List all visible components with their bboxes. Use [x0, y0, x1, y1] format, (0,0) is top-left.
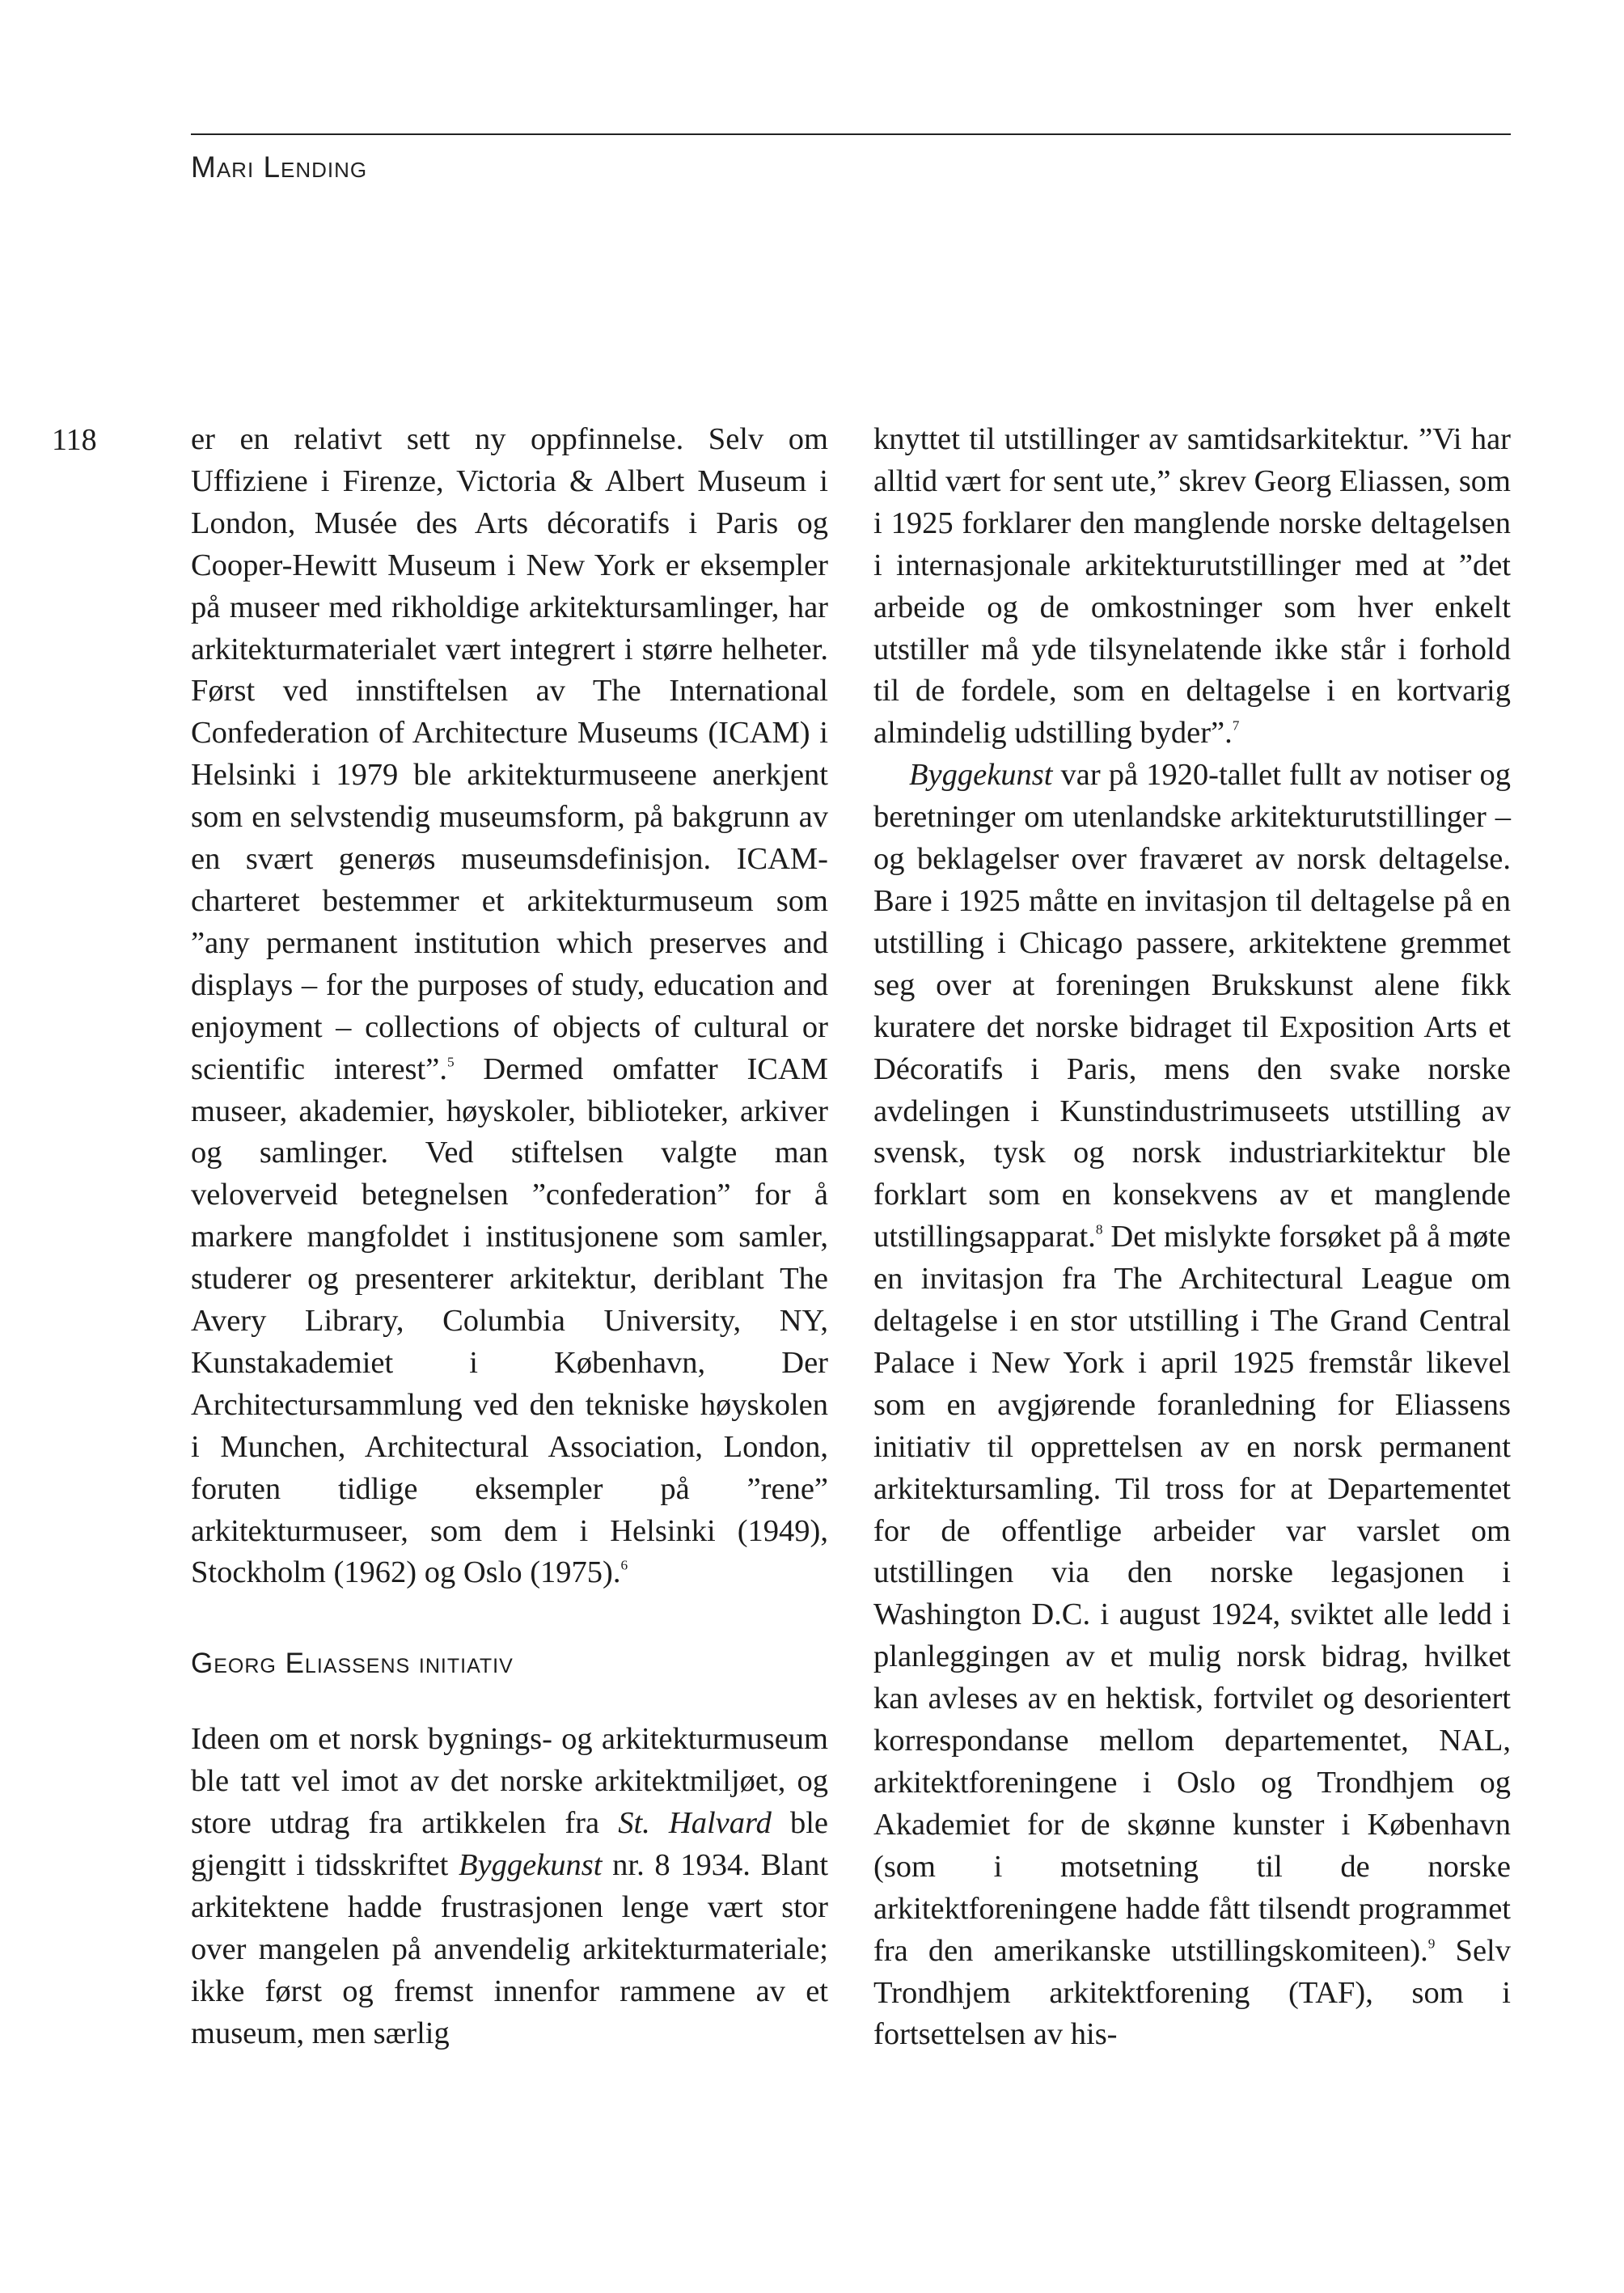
running-head-author: Mari Lending — [191, 150, 368, 184]
footnote-ref[interactable]: 7 — [1232, 717, 1240, 734]
italic-title: Byggekunst — [459, 1848, 603, 1882]
paragraph — [191, 419, 828, 1594]
text-run: Ideen om et norsk bygnings- og arkitekturmuseum ble tatt vel imot av det norske arkitektmiljøet, og store utdrag fra artikkelen fra — [191, 1722, 828, 1841]
footnote-ref[interactable]: 5 — [446, 1054, 455, 1070]
text-run: ble gjengitt i tidsskriftet — [191, 1806, 828, 1882]
right-column — [873, 419, 1511, 2056]
paragraph — [191, 1719, 828, 2054]
italic-title: St. Halvard — [618, 1806, 772, 1841]
text-run: nr. 8 1934. Blant arkitektene hadde frustrasjonen lenge vært stor over mangelen på anvendelig arkitekturmateriale; ikke først og fremst innenfor rammene av et museum, men særlig — [191, 1848, 829, 2050]
text-run: Selv Trondhjem arkitektforening (TAF), som i fortsettelsen av his- — [873, 1933, 1511, 2052]
text-run: Dermed omfatter ICAM museer, akademier, høyskoler, biblioteker, arkiver og samlinger. Ved stiftelsen valgte man veloverveid betegnelsen ”confederation” for å markere mangfoldet i institusjonene som samler, studerer og presenterer arkitektur, deriblant The Avery Library, Columbia University, NY, Kunstakademiet i København, Der Architectursammlung ved den tekniske høyskolen i Munchen, Architectural Association, London, foruten tidlige eksempler på ”rene” arkitekturmuseer, som dem i Helsinki (1949), Stockholm (1962) og Oslo (1975). — [191, 1051, 828, 1590]
footnote-ref[interactable]: 6 — [620, 1557, 628, 1573]
footnote-ref[interactable]: 8 — [1095, 1221, 1103, 1237]
paragraph — [873, 419, 1511, 755]
text-run: var på 1920-tallet fullt av notiser og beretninger om utenlandske arkitekturutstillinger – og beklagelser over fraværet av norsk deltagelse. Bare i 1925 måtte en invitasjon til deltagelse på en utstilling i Chicago passere, arkitektene gremmet seg over at foreningen Brukskunst alene fikk kuratere det norske bidraget til Exposition Arts et Décoratifs i Paris, mens den svake norske avdelingen i Kunstindustrimuseets utstilling av svensk, tysk og norsk industriarkitektur ble forklart som en konsekvens av et manglende utstillingsapparat. — [873, 758, 1511, 1254]
text-run: Det mislykte forsøket på å møte en invitasjon fra The Architectural League om deltagelse i en stor utstilling i The Grand Central Palace i New York i april 1925 fremstår likevel som en avgjørende foranledning for Eliassens initiativ til opprettelsen av en norsk permanent arkitektursamling. Til tross for at Departementet for de offentlige arbeider var varslet om utstillingen via den norske legasjonen i Washington D.C. i august 1924, sviktet alle ledd i planleggingen av et mulig norsk bidrag, hvilket kan avleses av en hektisk, fortvilet og desorientert korrespondanse mellom departementet, NAL, arkitektforeningene i Oslo og Trondhjem og Akademiet for de skønne kunster i København (som i motsetning til de norske arkitektforeningene hadde fått tilsendt programmet fra den amerikanske utstillingskomiteen). — [873, 1220, 1511, 1968]
section-heading: Georg Eliassens initiativ — [191, 1648, 514, 1680]
italic-title: Byggekunst — [909, 758, 1053, 793]
text-run: knyttet til utstillinger av samtidsarkitektur. ”Vi har alltid vært for sent ute,” skrev Georg Eliassen, som i 1925 forklarer den manglende norske deltagelsen i internasjonale arkitekturutstillinger med at ”det arbeide og de omkostninger som hver enkelt utstiller må yde tilsynelatende ikke står i forhold til de fordele, som en deltagelse i en kortvarig almindelig udstilling byder”. — [873, 422, 1511, 751]
header-rule — [191, 133, 1511, 135]
paragraph — [873, 755, 1511, 2056]
text-run: er en relativt sett ny oppfinnelse. Selv om Uffiziene i Firenze, Victoria & Albert Museum i London, Musée des Arts décoratifs i Paris og Cooper-Hewitt Museum i New York er eksempler på museer med rikholdige arkitektursamlinger, har arkitekturmaterialet vært integrert i større helheter. Først ved innstiftelsen av The International Confederation of Architecture Museums (ICAM) i Helsinki i 1979 ble arkitekturmuseene anerkjent som en selvstendig museumsform, på bakgrunn av en svært generøs museumsdefinisjon. ICAM-charteret bestemmer et arkitekturmuseum som ”any permanent institution which preserves and displays – for the purposes of study, education and enjoyment – collections of objects of cultural or scientific interest”. — [191, 422, 828, 1086]
footnote-ref[interactable]: 9 — [1427, 1936, 1436, 1952]
page-number: 118 — [52, 423, 97, 457]
left-column — [191, 419, 828, 2055]
